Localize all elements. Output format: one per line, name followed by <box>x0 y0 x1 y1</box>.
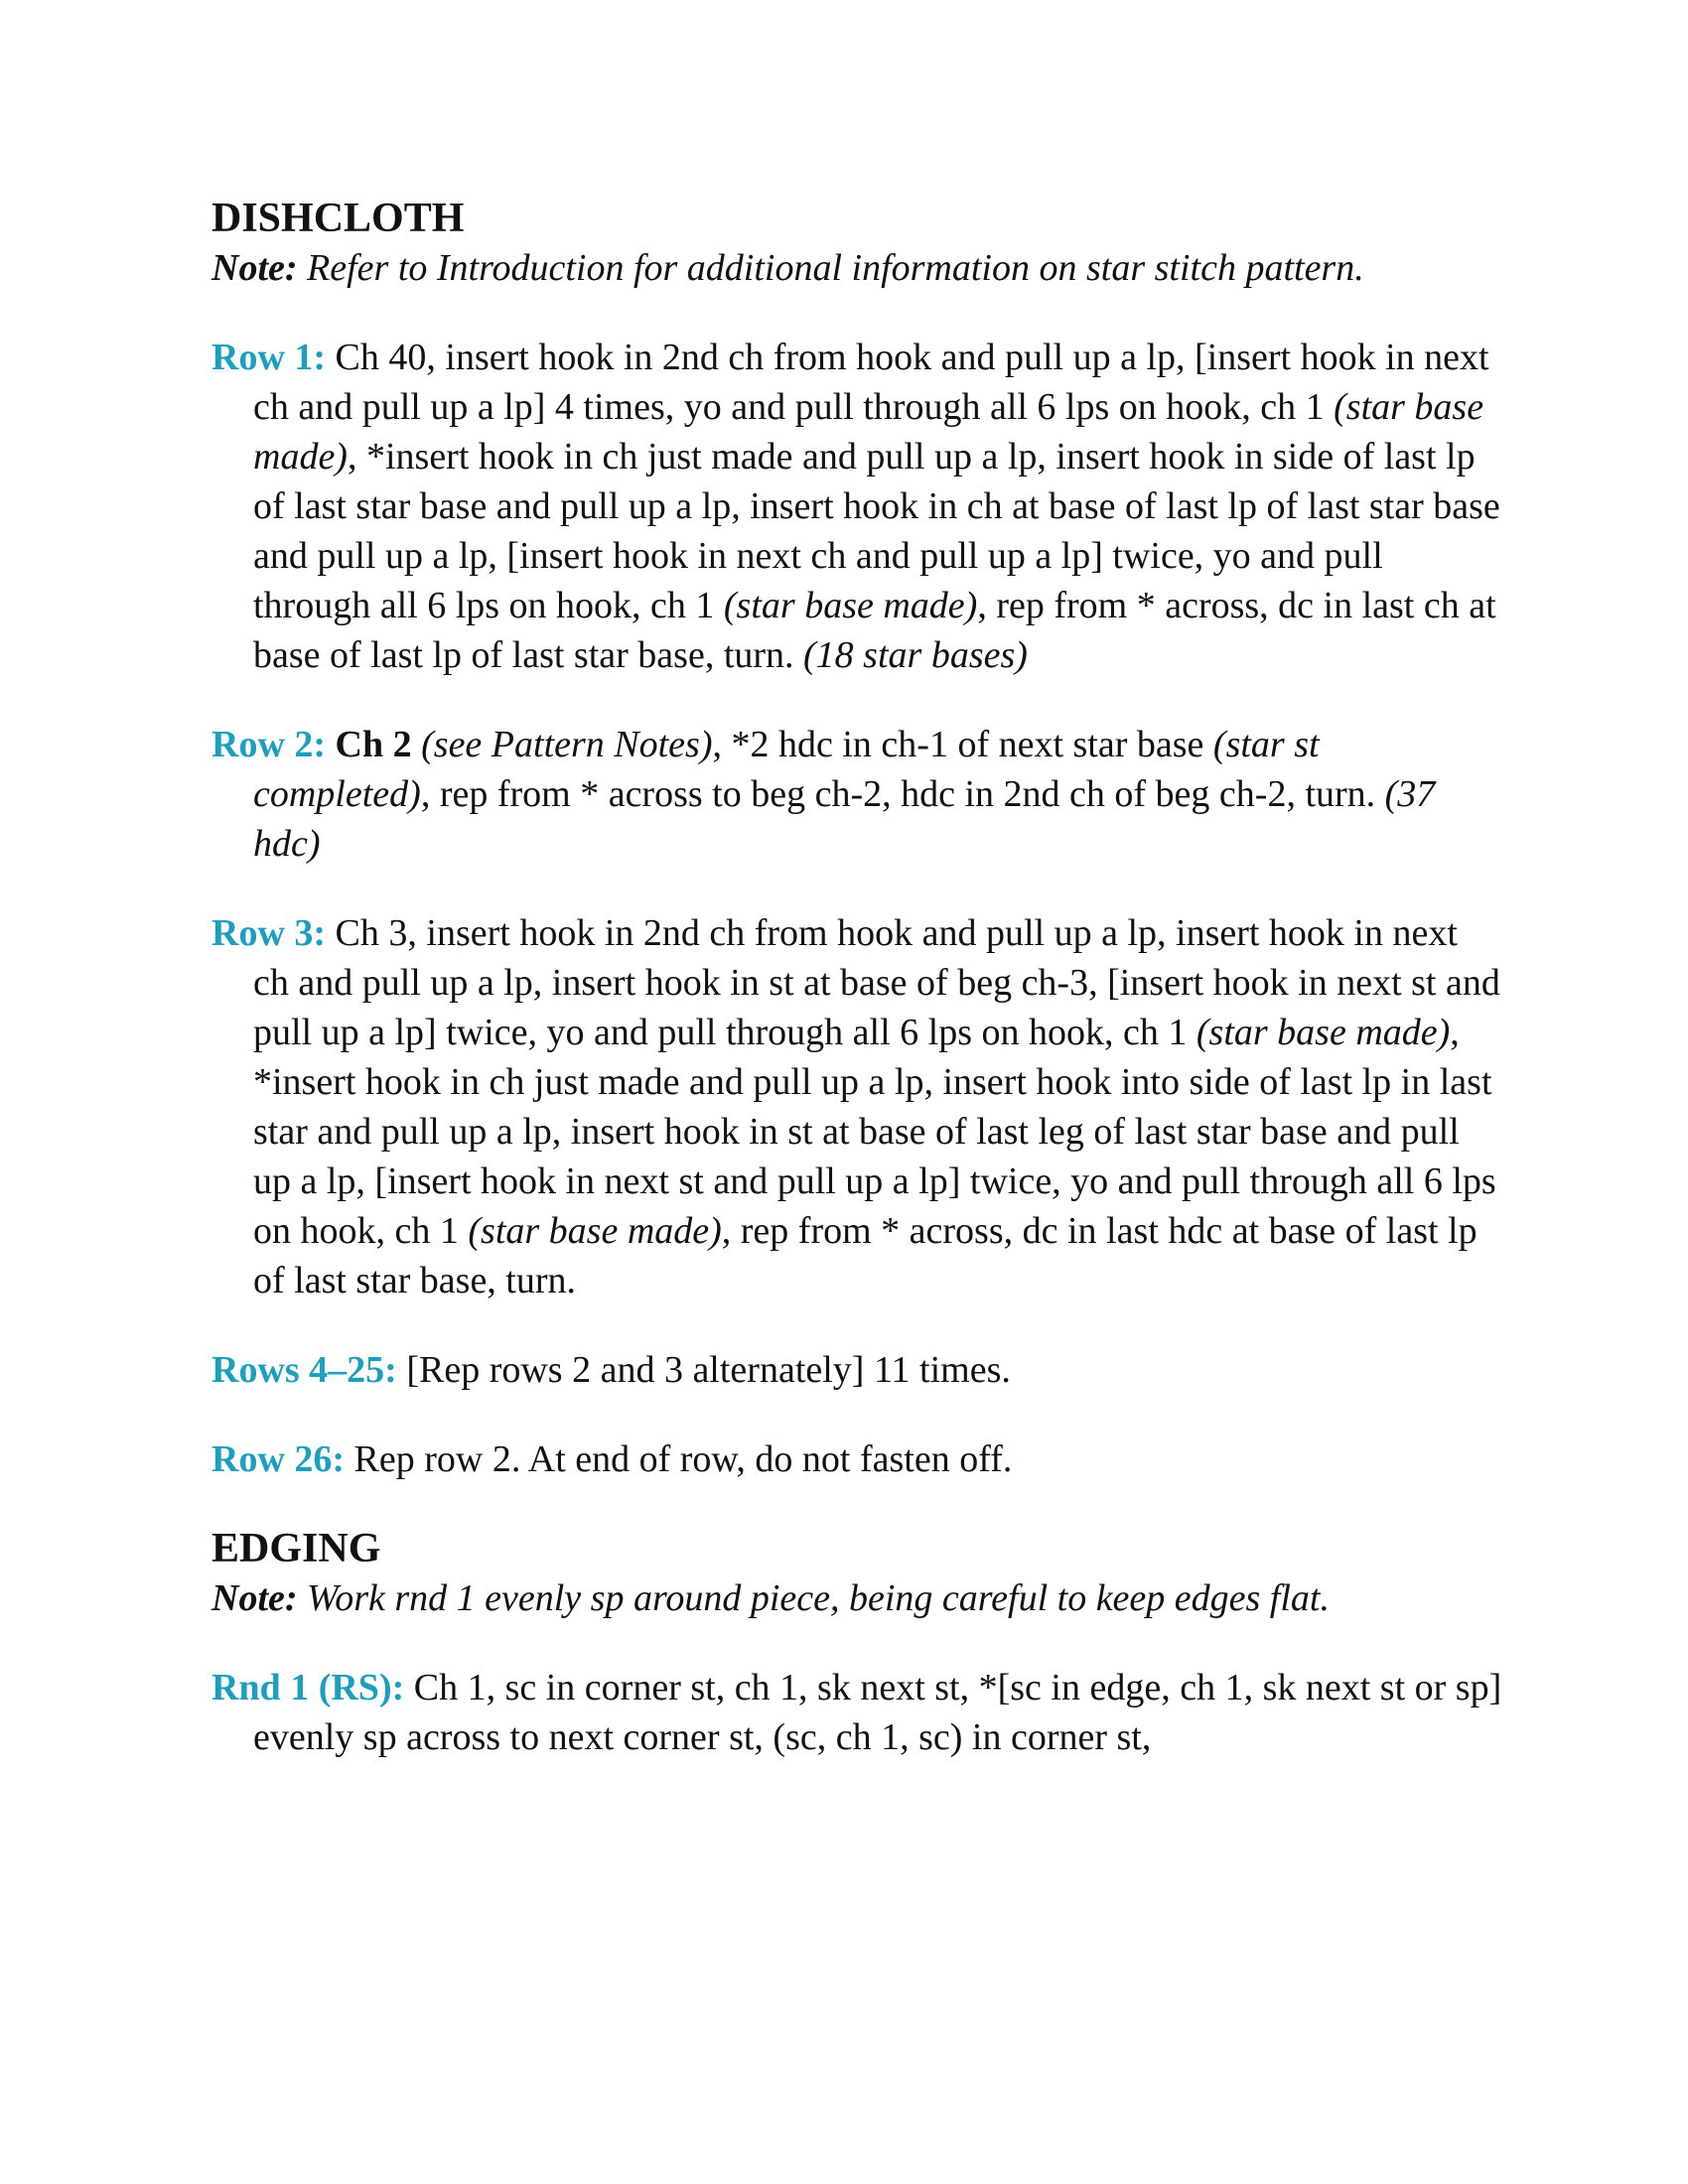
rows-4-25-text: [Rep rows 2 and 3 alternately] 11 times. <box>396 1349 1011 1391</box>
dishcloth-heading: DISHCLOTH <box>211 196 465 241</box>
row-2-count: (37 hdc) <box>253 773 1436 865</box>
row-3-instruction <box>211 908 1502 1305</box>
edging-heading: EDGING <box>211 1526 381 1571</box>
row-2-bold: Ch 2 <box>326 724 412 765</box>
row-2-instruction <box>211 720 1502 869</box>
row-1-label: Row 1: <box>211 337 327 378</box>
rows-4-25-label: Rows 4–25: <box>211 1349 397 1391</box>
row-1-text: , rep from * across, dc in last ch at base of last lp of last star base, turn. <box>253 585 1496 676</box>
row-3-text: Ch 3, insert hook in 2nd ch from hook and pull up a lp, insert hook in next ch and pull up a lp, insert hook in st at base of beg ch-3, [insert hook in next st and pull up a lp] twice, yo and pull through all 6 lps on hook, ch 1 <box>253 912 1500 1053</box>
row-2-italic: (see Pattern Notes) <box>421 724 713 765</box>
note-label: Note: <box>211 1577 298 1619</box>
row-3-text: , *insert hook in ch just made and pull up a lp, insert hook into side of last lp in last star and pull up a lp, insert hook in st at base of last leg of last star base and pull up a lp, [insert hook in next st and pull up a lp] twice, yo and pull through all 6 lps on hook, ch 1 <box>253 1012 1496 1252</box>
row-2-text: , *2 hdc in ch-1 of next star base <box>712 724 1213 765</box>
row-3-italic: (star base made) <box>468 1210 722 1252</box>
row-26-instruction <box>211 1434 1502 1484</box>
row-1-text: , *insert hook in ch just made and pull up a lp, insert hook in side of last lp of last star base and pull up a lp, insert hook in ch at base of last lp of last star base and pull up a lp, [insert hook in next ch and pull up a lp] twice, yo and pull through all 6 lps on hook, ch 1 <box>253 436 1500 626</box>
row-1-count: (18 star bases) <box>803 634 1028 676</box>
pattern-page <box>211 194 1502 1762</box>
row-2-label: Row 2: <box>211 724 327 765</box>
row-26-label: Row 26: <box>211 1438 346 1480</box>
note-label: Note: <box>211 247 298 289</box>
rnd-1-instruction <box>211 1663 1502 1762</box>
dishcloth-note <box>211 243 1502 293</box>
row-2-italic: (star st completed) <box>253 724 1320 815</box>
row-1-italic: (star base made) <box>723 585 978 626</box>
edging-note <box>211 1573 1502 1623</box>
row-3-text: , rep from * across, dc in last hdc at base of last lp of last star base, turn. <box>253 1210 1477 1301</box>
row-3-label: Row 3: <box>211 912 327 954</box>
row-1-italic: (star base made) <box>253 386 1484 478</box>
rows-4-25-instruction <box>211 1345 1502 1395</box>
row-2-text: , rep from * across to beg ch-2, hdc in 2nd ch of beg ch-2, turn. <box>420 773 1385 815</box>
row-1-text: Ch 40, insert hook in 2nd ch from hook and pull up a lp, [insert hook in next ch and pull up a lp] 4 times, yo and pull through all 6 lps on hook, ch 1 <box>253 337 1489 428</box>
row-26-text: Rep row 2. At end of row, do not fasten off. <box>345 1438 1013 1480</box>
row-1-instruction <box>211 333 1502 680</box>
row-3-italic: (star base made) <box>1196 1012 1451 1053</box>
note-text: Refer to Introduction for additional information on star stitch pattern. <box>297 247 1364 289</box>
rnd-1-text: Ch 1, sc in corner st, ch 1, sk next st, *[sc in edge, ch 1, sk next st or sp] evenly sp across to next corner st, (sc, ch 1, sc) in corner st, <box>253 1667 1502 1758</box>
row-2-text <box>412 724 422 765</box>
note-text: Work rnd 1 evenly sp around piece, being careful to keep edges flat. <box>297 1577 1330 1619</box>
rnd-1-label: Rnd 1 (RS): <box>211 1667 405 1708</box>
